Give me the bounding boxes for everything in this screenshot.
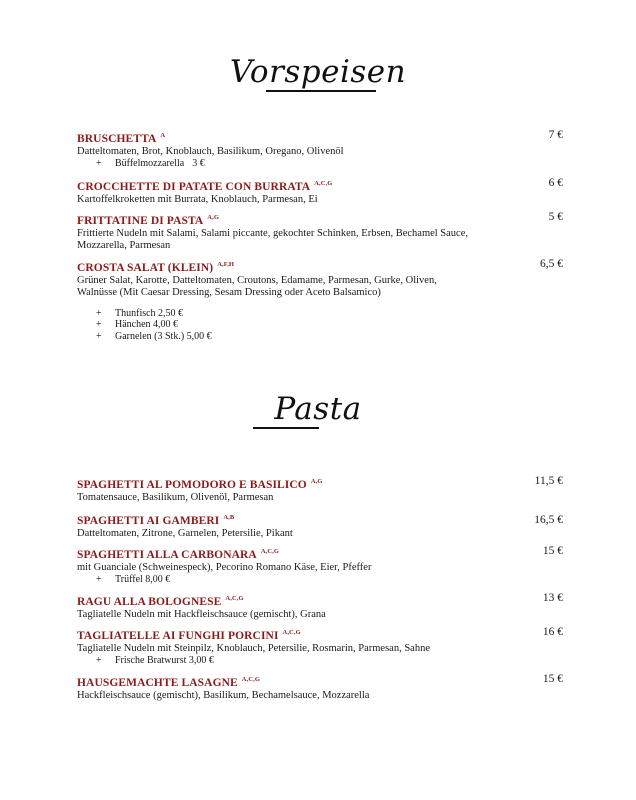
- item-price: 7 €: [548, 129, 563, 141]
- item-price: 6,5 €: [540, 258, 563, 270]
- menu-item-spaghetti-gamberi: [77, 511, 567, 540]
- item-name: SPAGHETTI ALLA CARBONARA: [77, 548, 257, 561]
- item-price: 16 €: [542, 626, 563, 638]
- item-description: mit Guanciale (Schweinespeck), Pecorino Romano Käse, Eier, Pfeffer: [77, 561, 372, 573]
- section-title-vorspeisen: Vorspeisen: [229, 54, 407, 90]
- title-underline: [266, 90, 376, 92]
- item-allergens: A,C,G: [260, 548, 280, 555]
- menu-item-lasagne: [77, 673, 567, 702]
- plus-sign: +: [96, 573, 102, 585]
- menu-item-tagliatelle-porcini: [77, 626, 567, 666]
- item-allergens: A,B: [223, 514, 235, 521]
- item-name: SPAGHETTI AI GAMBERI: [77, 514, 220, 527]
- item-name: FRITTATINE DI PASTA: [77, 214, 204, 227]
- item-allergens: A,G: [310, 478, 323, 485]
- extra-text: Frische Bratwurst 3,00 €: [115, 654, 214, 666]
- plus-sign: +: [96, 654, 102, 666]
- extra-text: Büffelmozzarella: [115, 157, 185, 169]
- extra-text: Hänchen 4,00 €: [115, 319, 179, 331]
- item-extra: [77, 319, 567, 331]
- item-description: Kartoffelkroketten mit Burrata, Knoblauch, Parmesan, Ei: [77, 193, 318, 205]
- title-underline: [253, 427, 319, 429]
- menu-item-crosta-salat: [77, 258, 567, 342]
- extra-text: Garnelen (3 Stk.) 5,00 €: [115, 330, 212, 342]
- menu-item-frittatine: [77, 211, 567, 252]
- item-allergens: A,F,H: [217, 261, 235, 268]
- item-name: CROSTA SALAT (KLEIN): [77, 261, 214, 274]
- item-description: Tagliatelle Nudeln mit Steinpilz, Knoblauch, Petersilie, Rosmarin, Parmesan, Sahne: [77, 642, 430, 654]
- item-price: 13 €: [542, 592, 563, 604]
- plus-sign: +: [96, 330, 102, 342]
- item-extra: [77, 655, 567, 667]
- item-extra: [77, 308, 567, 320]
- item-price: 6 €: [548, 177, 563, 189]
- item-price: 11,5 €: [534, 475, 563, 487]
- item-name: HAUSGEMACHTE LASAGNE: [77, 676, 238, 689]
- item-allergens: A,C,G: [314, 180, 333, 187]
- item-description: Grüner Salat, Karotte, Datteltomaten, Croutons, Edamame, Parmesan, Gurke, Oliven, Walnüsse (Mit Caesar Dressing, Sesam Dressing oder Aceto Balsamico): [77, 274, 437, 298]
- item-name: BRUSCHETTA: [77, 132, 157, 145]
- item-price: 5 €: [548, 211, 563, 223]
- menu-item-spaghetti-carbonara: [77, 545, 567, 585]
- item-name: CROCCHETTE DI PATATE CON BURRATA: [77, 180, 311, 193]
- extra-price: 3 €: [192, 157, 205, 169]
- item-description: Frittierte Nudeln mit Salami, Salami piccante, gekochter Schinken, Erbsen, Bechamel Sauce, Mozzarella, Parmesan: [77, 227, 469, 251]
- item-name: RAGU ALLA BOLOGNESE: [77, 595, 222, 608]
- item-description: Hackfleischsauce (gemischt), Basilikum, Bechamelsauce, Mozzarella: [77, 689, 370, 701]
- extra-text: Trüffel 8,00 €: [115, 573, 171, 585]
- item-price: 15 €: [542, 673, 563, 685]
- item-allergens: A,G: [207, 214, 219, 221]
- plus-sign: +: [96, 307, 102, 319]
- item-allergens: A,C,G: [241, 676, 260, 683]
- item-description: Datteltomaten, Brot, Knoblauch, Basilikum, Oregano, Olivenöl: [77, 145, 344, 157]
- extra-text: Thunfisch 2,50 €: [115, 307, 184, 319]
- item-extra: [77, 574, 567, 586]
- item-name: SPAGHETTI AL POMODORO E BASILICO: [77, 478, 307, 491]
- item-allergens: A,C,G: [282, 629, 301, 636]
- item-price: 15 €: [542, 545, 563, 557]
- item-description: Tagliatelle Nudeln mit Hackfleischsauce (gemischt), Grana: [77, 608, 326, 620]
- item-description: Datteltomaten, Zitrone, Garnelen, Petersilie, Pikant: [77, 527, 293, 539]
- item-allergens: A: [160, 132, 166, 139]
- menu-item-ragu-bolognese: [77, 592, 567, 621]
- menu-item-crocchette: [77, 177, 567, 206]
- menu-item-spaghetti-pomodoro: [77, 475, 567, 504]
- section-title-pasta: Pasta: [274, 391, 362, 427]
- item-extra: [77, 331, 567, 343]
- item-name: TAGLIATELLE AI FUNGHI PORCINI: [77, 629, 279, 642]
- plus-sign: +: [96, 157, 102, 169]
- item-allergens: A,C,G: [225, 595, 244, 602]
- item-description: Tomatensauce, Basilikum, Olivenöl, Parmesan: [77, 491, 274, 503]
- menu-item-bruschetta: [77, 129, 567, 169]
- item-price: 16,5 €: [534, 514, 563, 526]
- plus-sign: +: [96, 319, 102, 331]
- item-extra: [77, 158, 567, 170]
